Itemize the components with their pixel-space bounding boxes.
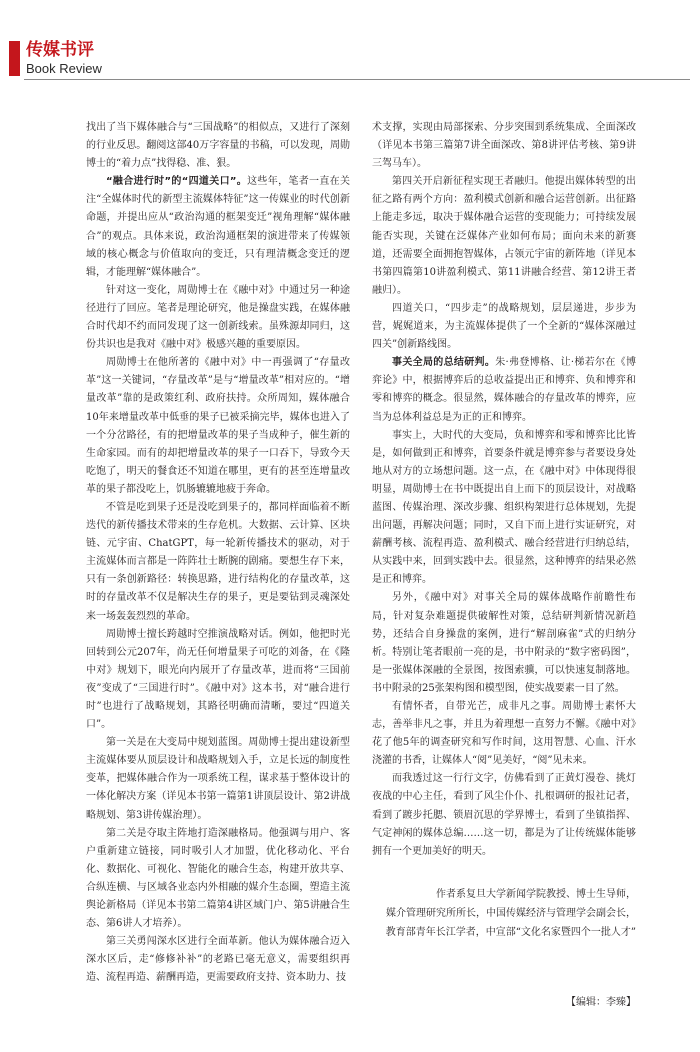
paragraph-text: 另外，《融中对》对事关全局的媒体战略作前瞻性布局，针对复杂难题提供破解性对策，总结研判新情况新趋势，还结合自身操盘的案例，进行“解剖麻雀”式的归纳分析。特别让笔者眼前一亮的是，书中附录的“数字密码图”，是一张媒体深融的全景图，按图索骥，可以快速复制落地。书中附录的25张架构图和模型图，使实战要素一目了然。	[372, 592, 636, 694]
right-column	[372, 119, 636, 942]
paragraph	[86, 825, 350, 934]
section-title: 传媒书评	[26, 40, 94, 60]
section-accent-bar	[9, 41, 20, 76]
section-subtitle: Book Review	[26, 61, 102, 76]
paragraph	[372, 119, 636, 173]
paragraph	[372, 427, 636, 590]
paragraph-text: 找出了当下媒体融合与“三国战略”的相似点，又进行了深刻的行业反思。翻阅这部40万字容量的书稿，可以发现，周勋博士的“着力点”找得稳、准、狠。	[86, 122, 350, 170]
paragraph	[372, 173, 636, 300]
paragraph-text: 四道关口，“四步走”的战略规划，层层递进，步步为营，娓娓道来，为主流媒体提供了一个全新的“媒体深融过四关”创新路线图。	[372, 302, 636, 351]
paragraph-text: 术支撑，实现由局部探索、分步突围到系统集成、全面深改（详见本书第三篇第7讲全面深改、第8讲评估考核、第9讲三驾马车）。	[372, 122, 636, 170]
paragraph	[372, 698, 636, 770]
paragraph-text: 事实上，大时代的大变局，负和博弈和零和博弈比比皆是，如何做到正和博弈，首要条件就是博弈参与者要设身处地从对方的立场想问题。这一点，在《融中对》中体现得很明显，周勋博士在书中既提出自上而下的顶层设计，对战略蓝图、传媒治理、深改步骤、组织构架进行总体规划，先提出问题，再解决问题；同时，又自下而上进行实证研究，对薪酬考核、流程再造、盈利模式、融合经营进行归纳总结，从实践中来，回到实践中去。很显然，这种博弈的结果必然是正和博弈。	[372, 429, 636, 586]
paragraph-text: 第四关开启新征程实现王者融归。他提出媒体转型的出征之路有两个方向：盈利模式创新和融合运营创新。出征路上能走多远，取决于媒体融合运营的变现能力；可持续发展能否实现，关键在泛媒体产业如何布局；面向未来的新赛道，还需要全面拥抱智媒体，占领元宇宙的新阵地（详见本书第四篇第10讲盈利模式、第11讲融合经营、第12讲王者融归）。	[372, 176, 636, 296]
paragraph	[86, 119, 350, 173]
paragraph-text: 周勋博士擅长跨越时空推演战略对话。例如，他把时光回转到公元207年，尚无任何增量果子可吃的刘备，在《隆中对》规划下，眼光向内展开了存量改革，进而将“三国前夜”变成了“三国进行时”。《融中对》这本书，对“融合进行时”也进行了战略规划，其路径明确而清晰，要过“四道关口”。	[86, 628, 350, 731]
paragraph-text: 第二关是夺取主阵地打造深融格局。他强调与用户、客户重新建立链接，同时吸引人才加盟，优化移动化、平台化、数据化、可视化、智能化的融合生态，构建开放共享、合纵连横、与区域各业态内外相融的媒介生态圈，塑造主流舆论新格局（详见本书第二篇第4讲区域门户、第5讲融合生态、第6讲人才培养）。	[86, 827, 350, 930]
paragraph	[86, 933, 350, 987]
paragraph	[86, 626, 350, 735]
paragraph-text: 而我透过这一行行文字，仿佛看到了正黄灯漫卷、挑灯夜战的中心主任，看到了风尘仆仆、扎根调研的报社记者，看到了踱步托腮、锁眉沉思的学界博士，看到了坐镇指挥、气定神闲的媒体总编……这一切，都是为了让传统媒体能够拥有一个更加美好的明天。	[372, 773, 636, 857]
paragraph-text: 针对这一变化，周勋博士在《融中对》中通过另一种途径进行了回应。笔者是理论研究，他是操盘实践，在媒体融合时代却不约而同发现了这一创新线索。虽殊源却同归，这份共识也是我对《融中对》极感兴趣的重要原因。	[86, 284, 350, 351]
editor-note: 【编辑：李臻】	[566, 997, 636, 1008]
paragraph	[372, 770, 636, 860]
author-credit-line: 教育部青年长江学者，中宣部“文化名家暨四个一批人才”	[385, 926, 636, 938]
section-heading: 事关全局的总结研判。	[392, 357, 496, 369]
section-heading: “融合进行时”的“四道关口”。	[106, 176, 248, 188]
section-paragraph	[372, 354, 636, 426]
paragraph-text: 有情怀者，自带光芒，成非凡之事。周勋博士素怀大志，善举非凡之事，并且为着理想一直努力不懈。《融中对》花了他5年的调查研究和写作时间，这用智慧、心血、汗水浇灌的书香，让媒体人“阅”见美好，“阅”见未来。	[372, 701, 636, 767]
author-credits	[372, 885, 636, 942]
paragraph	[372, 589, 636, 698]
paragraph-text: 第三关勇闯深水区进行全面革新。他认为媒体融合迈入深水区后，走“修修补补”的老路已毫无意义，需要组织再造、流程再造、薪酬再造，更需要政府支持、资本助力、技	[86, 936, 350, 984]
author-credit-line: 作者系复旦大学新闻学院教授、博士生导师，	[436, 888, 636, 900]
paragraph	[372, 300, 636, 354]
paragraph	[86, 282, 350, 354]
left-column	[86, 119, 350, 988]
paragraph	[86, 734, 350, 824]
paragraph-text: 这些年，笔者一直在关注“全媒体时代的新型主流媒体特征”这一传媒业的时代创新命题，并提出应从“政治沟通的框架变迁”视角理解“媒体融合”的观点。具体来说，政治沟通框架的演进带来了传媒领域的核心概念与价值取向的变迁，只有理清概念变迁的逻辑，才能理解“媒体融合”。	[86, 176, 350, 278]
author-credit-line: 媒介管理研究所所长，中国传媒经济与管理学会副会长，	[386, 907, 636, 919]
paragraph-text: 朱·弗登博格、让·梯若尔在《博弈论》中，根据博弈后的总收益提出正和博弈、负和博弈和零和博弈的概念。很显然，媒体融合的存量改革的博弈，应当为总体利益总是为正的正和博弈。	[372, 357, 637, 423]
paragraph-text: 第一关是在大变局中规划蓝图。周勋博士提出建设新型主流媒体要从顶层设计和战略规划入手，立足长远的制度性变革，把媒体融合作为一项系统工程，谋求基于整体设计的一体化解决方案（详见本书第一篇第1讲顶层设计、第2讲战略规划、第3讲传媒治理）。	[86, 737, 350, 821]
paragraph	[86, 354, 350, 499]
paragraph-text: 不管是吃到果子还是没吃到果子的，都同样面临着不断迭代的新传播技术带来的生存危机。大数据、云计算、区块链、元宇宙、ChatGPT，每一轮新传播技术的驱动，对于主流媒体而言都是一阵阵壮士断腕的剧痛。要想生存下来，只有一条创新路径：转换思路，进行结构化的存量改革，这时的存量改革不仅是解决生存的果子，更是要钻到灵魂深处来一场轰轰烈烈的革命。	[86, 501, 350, 622]
section-paragraph	[86, 173, 350, 282]
header-divider	[24, 79, 690, 80]
paragraph-text: 周勋博士在他所著的《融中对》中一再强调了“存量改革”这一关键词，“存量改革”是与“增量改革”相对应的。“增量改革”靠的是政策红利、政府扶持。众所周知，媒体融合10年来增量改革中低垂的果子已被采摘完毕，媒体也进入了一个分岔路径，有的把增量改革的果子当成种子，催生新的生命家园。而有的却把增量改革的果子一口吞下，导致今天吃饱了，明天的餐食还不知道在哪里，更有的甚至连增量改革的果子都没吃上，饥肠辘辘地疲于奔命。	[86, 357, 350, 495]
paragraph	[86, 499, 350, 626]
